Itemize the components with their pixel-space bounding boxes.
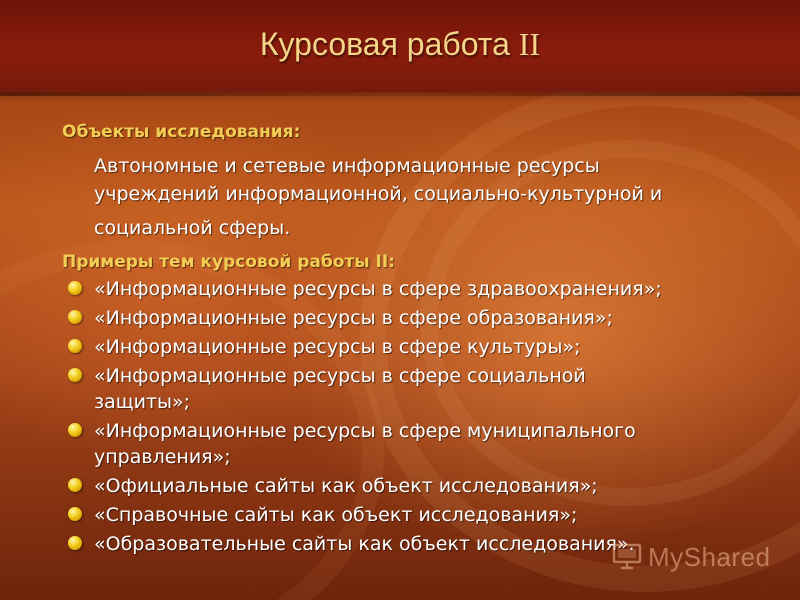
list-item-text: «Информационные ресурсы в сфере социальной: [94, 365, 586, 387]
list-item-text: «Справочные сайты как объект исследования»;: [94, 504, 578, 526]
list-item: [62, 276, 772, 302]
list-item: [62, 502, 772, 528]
topic-list: [62, 276, 772, 557]
slide-title-roman-numeral: II: [518, 26, 541, 62]
paragraph-line: учреждений информационной, социально-культурной и: [94, 183, 663, 205]
bullet-icon: [68, 423, 82, 437]
slide-content: [62, 120, 772, 560]
bullet-icon: [68, 507, 82, 521]
list-item: [62, 305, 772, 331]
list-item-text: «Информационные ресурсы в сфере здравоохранения»;: [94, 278, 662, 300]
bullet-icon: [68, 536, 82, 550]
presentation-board-icon: [612, 542, 642, 570]
bullet-icon: [68, 368, 82, 382]
list-item: [62, 418, 772, 470]
list-item-text: «Образовательные сайты как объект исследования».: [94, 533, 635, 555]
list-item-text: «Информационные ресурсы в сфере муниципального: [94, 420, 636, 442]
list-item-text-continuation: защиты»;: [94, 391, 191, 413]
list-item: [62, 473, 772, 499]
section-heading-research-objects: Объекты исследования:: [62, 122, 301, 142]
list-item-text: «Информационные ресурсы в сфере культуры»;: [94, 336, 581, 358]
bullet-icon: [68, 339, 82, 353]
watermark-text: MyShared: [648, 542, 771, 572]
bullet-icon: [68, 478, 82, 492]
list-item-text-continuation: управления»;: [94, 446, 231, 468]
section-heading-topic-examples: Примеры тем курсовой работы II:: [62, 252, 395, 272]
slide-title-text: Курсовая работа: [259, 26, 510, 62]
bullet-icon: [68, 310, 82, 324]
paragraph-line: социальной сферы.: [94, 217, 291, 239]
list-item: [62, 363, 772, 415]
list-item-text: «Официальные сайты как объект исследования»;: [94, 475, 598, 497]
list-item-text: «Информационные ресурсы в сфере образования»;: [94, 307, 613, 329]
bullet-icon: [68, 281, 82, 295]
paragraph-line: Автономные и сетевые информационные ресурсы: [94, 155, 600, 177]
watermark: [612, 540, 782, 574]
research-objects-paragraph: [94, 152, 772, 242]
list-item: [62, 334, 772, 360]
header-divider: [0, 92, 800, 96]
slide-title: [0, 26, 800, 63]
